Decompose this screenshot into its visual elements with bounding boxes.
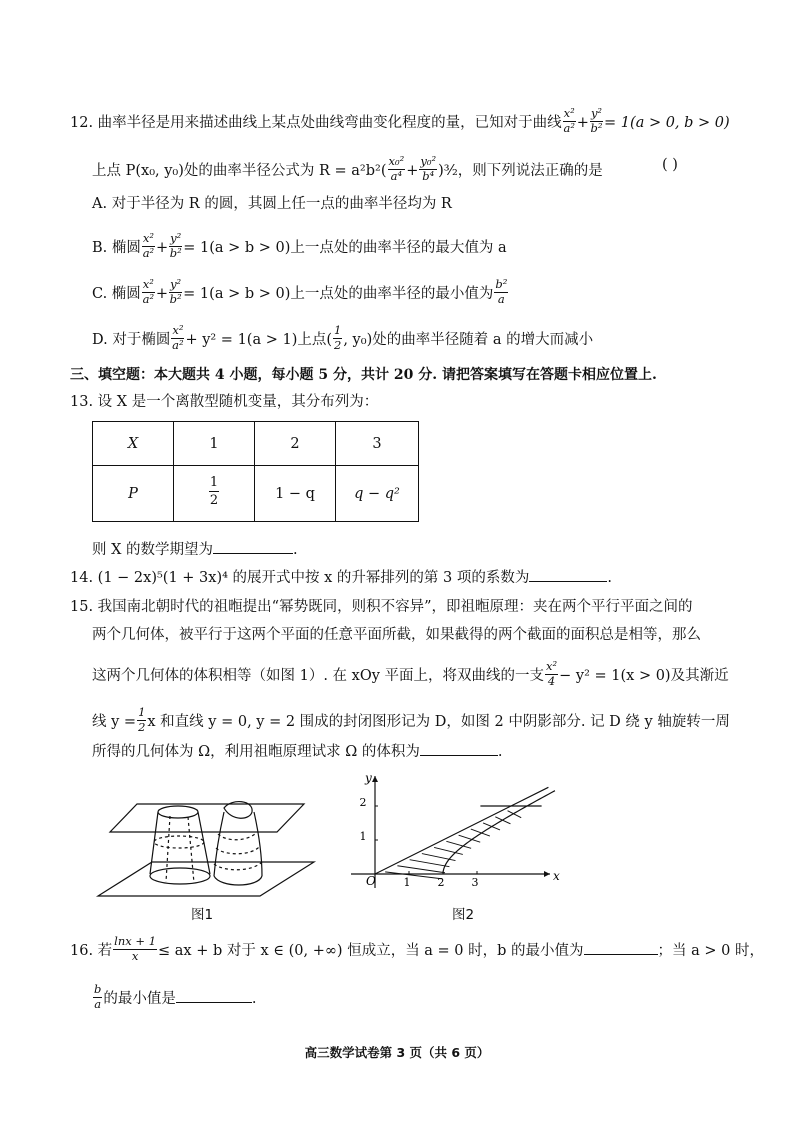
x-axis-label: x [553, 869, 560, 883]
fraction: $\frac{\text{y²}}{\text{b²}}$ [169, 231, 182, 260]
q15-line2: 两个几何体，被平行于这两个平面的任意平面所截，如果截得的两个截面的面积总是相等，那么 [92, 627, 701, 643]
right-solid [214, 802, 262, 885]
q12-stem-text: 12. 曲率半径是用来描述曲线上某点处曲线弯曲变化程度的量，已知对于曲线 [70, 115, 562, 131]
x-axis-arrow-icon [544, 871, 550, 877]
q14-line: 14. (1 − 2x)⁵(1 + 3x)⁴ 的展开式中按 x 的升幂排列的第 3 项的系数为 . [70, 570, 612, 586]
answer-bracket: ( ) [662, 157, 678, 173]
table-cell: 3 [336, 422, 419, 466]
table-cell: 1 − q [255, 466, 336, 522]
fraction: $\frac{\text{x²}}{\text{a²}}$ [172, 323, 184, 352]
table-row [93, 466, 419, 522]
fraction: $\frac{\text{y₀²}}{\text{b⁴}}$ [420, 154, 437, 183]
table-cell: q − q² [336, 466, 419, 522]
q16-line1: 16. 若 $\frac{\ln x + 1}{x}$ ≤ ax + b 对于 x ∈ (0, +∞) 恒成立，当 a = 0 时，b 的最小值为 ；当 a > 0 时， [70, 934, 765, 963]
fraction: $\frac{\text{b²}}{a}$ [495, 277, 508, 306]
left-frustum [150, 806, 210, 884]
table-cell: 1 [174, 422, 255, 466]
fraction: $\frac{\text{x²}}{4}$ [546, 659, 558, 688]
table-cell [174, 466, 255, 522]
q15-line4: 线 y = $\frac{1}{2}$ x 和直线 y = 0, y = 2 围成的封闭图形记为 D，如图 2 中阴影部分. 记 D 绕 y 轴旋转一周 [92, 705, 730, 734]
distribution-table [92, 421, 419, 522]
figure-2-caption: 图2 [452, 907, 475, 923]
table-cell: 2 [255, 422, 336, 466]
table-cell: X [93, 422, 174, 466]
figure-1-zu-geng-solids [92, 790, 332, 905]
q12-line2: 上点 P(x₀, y₀)处的曲率半径公式为 R = a²b²( $\frac{\text{x₀²}}{\text{a⁴}}$ + $\frac{\text{y₀²}}{\text{b⁴}}$ )³⁄₂，则下列说法正确的是 [92, 154, 603, 183]
y-tick-label: 1 [359, 830, 367, 843]
x-tick-label: 1 [403, 876, 411, 889]
fraction: $\frac{1}{2}$ [138, 705, 146, 734]
fraction: $\frac{b}{a}$ [94, 982, 102, 1011]
figure-2-shaded-region [345, 770, 560, 890]
figure-1-caption: 图1 [191, 907, 214, 923]
q12-option-b: B. 椭圆 $\frac{\text{x²}}{\text{a²}}$ + $\frac{\text{y²}}{\text{b²}}$ = 1(a > b > 0)上一点处的曲率半径的最大值为 a [92, 231, 507, 260]
fraction: $\frac{\text{x²}}{\text{a²}}$ [142, 231, 155, 260]
hatch-line [508, 811, 522, 818]
q12-option-d: D. 对于椭圆 $\frac{\text{x²}}{\text{a²}}$ + y² = 1(a > 1)上点( $\frac{1}{2}$ , y₀)处的曲率半径随着 a 的增大而减小 [92, 323, 594, 352]
q12-option-a: A. 对于半径为 R 的圆，其圆上任一点的曲率半径均为 R [92, 196, 452, 212]
fraction: $\frac{1}{2}$ [334, 323, 342, 352]
answer-blank[interactable] [176, 1002, 252, 1003]
section-heading: 三、填空题：本大题共 4 小题，每小题 5 分，共计 20 分. 请把答案填写在答题卡相应位置上. [70, 367, 657, 383]
y-axis-label: y [365, 771, 372, 785]
upper-plane [110, 804, 304, 832]
lower-plane [98, 862, 314, 896]
hyperbola-curve [443, 791, 555, 874]
answer-blank[interactable] [213, 553, 293, 554]
q13-stem: 13. 设 X 是一个离散型随机变量，其分布列为： [70, 394, 379, 410]
hatch-line [483, 823, 500, 830]
asymptote-line [375, 787, 548, 874]
q15-line1: 15. 我国南北朝时代的祖暅提出“幂势既同，则积不容异”，即祖暅原理：夹在两个平行平面之间的 [70, 599, 693, 615]
answer-blank[interactable] [529, 581, 607, 582]
hatch-line [385, 872, 442, 879]
fraction: $\frac{\text{x₀²}}{\text{a⁴}}$ [388, 154, 405, 183]
fraction: $\frac{\text{y²}}{\text{b²}}$ [590, 106, 603, 135]
q12-option-c: C. 椭圆 $\frac{\text{x²}}{\text{a²}}$ + $\frac{\text{y²}}{\text{b²}}$ = 1(a > b > 0)上一点处的曲率半径的最小值为 $\frac{\text{b²}}{a}$ [92, 277, 508, 306]
y-tick-label: 2 [359, 796, 367, 809]
q15-line3: 这两个几何体的体积相等（如图 1）. 在 xOy 平面上，将双曲线的一支 $\frac{\text{x²}}{4}$ − y² = 1(x > 0)及其渐近 [92, 659, 729, 688]
origin-label: O [366, 874, 376, 888]
q16-line2: $\frac{b}{a}$ 的最小值是 . [94, 982, 257, 1011]
fraction: $\frac{\ln x + 1}{x}$ [114, 934, 157, 963]
hatch-line [410, 860, 450, 867]
q12-line1: 12. 曲率半径是用来描述曲线上某点处曲线弯曲变化程度的量，已知对于曲线 $\frac{\text{x²}}{\text{a²}}$ + $\frac{\text{y²}}{\text{b²}}$ = 1(a > 0, b > 0) [70, 106, 730, 135]
table-row [93, 422, 419, 466]
q13-answer-line: 则 X 的数学期望为 . [92, 542, 298, 558]
q15-line5: 所得的几何体为 Ω，利用祖暅原理试求 Ω 的体积为 . [92, 744, 503, 760]
hatch-line [397, 866, 445, 873]
answer-blank[interactable] [584, 954, 658, 955]
table-cell: P [93, 466, 174, 522]
y-axis-arrow-icon [372, 776, 378, 782]
hatch-line [434, 847, 463, 854]
fraction: $\frac{\text{x²}}{\text{a²}}$ [142, 277, 155, 306]
x-tick-label: 3 [471, 876, 479, 889]
x-tick-label: 2 [437, 876, 445, 889]
answer-blank[interactable] [420, 755, 498, 756]
fraction: $\frac{\text{y²}}{\text{b²}}$ [169, 277, 182, 306]
page-footer: 高三数学试卷第 3 页（共 6 页） [304, 1045, 490, 1060]
fraction: $\frac{1}{2}$ [209, 475, 219, 508]
fraction: $\frac{\text{x²}}{\text{a²}}$ [563, 106, 575, 135]
